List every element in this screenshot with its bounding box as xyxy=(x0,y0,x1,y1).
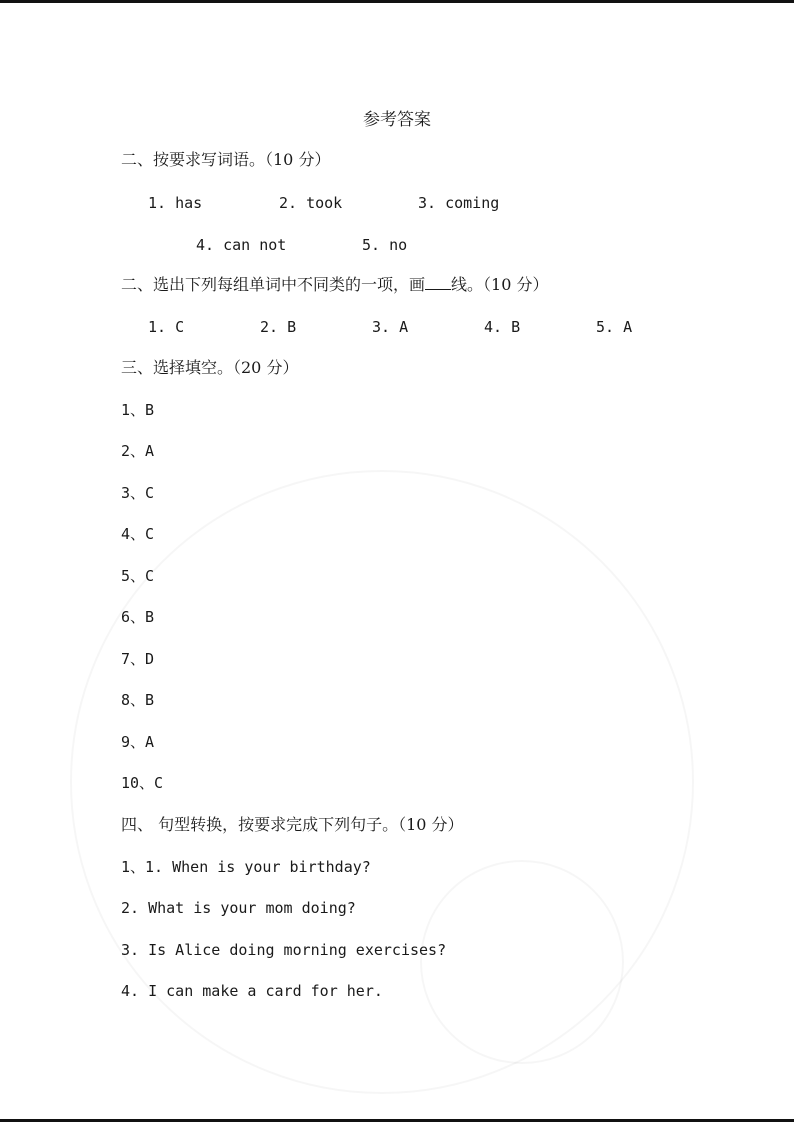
section-heading-sentence-transform: 四、 句型转换，按要求完成下列句子。（10 分） xyxy=(121,815,464,834)
answer-item: 2、A xyxy=(121,442,155,460)
answer-item: 8、B xyxy=(121,691,155,709)
answer-item: 5. A xyxy=(596,318,633,336)
answer-item: 5. no xyxy=(362,236,408,254)
answer-item: 1、B xyxy=(121,401,155,419)
answer-item: 10、C xyxy=(121,774,164,792)
answer-item: 4. can not xyxy=(196,236,287,254)
answer-sentence: 2. What is your mom doing? xyxy=(121,899,356,917)
answer-item: 3. coming xyxy=(418,194,500,212)
heading-prefix: 二、选出下列每组单词中不同类的一项，画 xyxy=(121,275,426,294)
answer-item: 2. took xyxy=(279,194,343,212)
answer-item: 1. C xyxy=(148,318,185,336)
answer-sentence: 1、1. When is your birthday? xyxy=(121,858,371,876)
answer-item: 4、C xyxy=(121,525,155,543)
page-title: 参考答案 xyxy=(363,110,431,130)
heading-suffix: 线。（10 分） xyxy=(451,275,549,294)
answer-item: 6、B xyxy=(121,608,155,626)
answer-item: 9、A xyxy=(121,733,155,751)
answer-item: 4. B xyxy=(484,318,521,336)
bottom-border xyxy=(0,1119,794,1122)
top-border xyxy=(0,0,794,3)
answer-item: 1. has xyxy=(148,194,203,212)
answer-item: 7、D xyxy=(121,650,155,668)
answer-item: 2. B xyxy=(260,318,297,336)
answer-sentence: 4. I can make a card for her. xyxy=(121,982,383,1000)
answer-item: 3. A xyxy=(372,318,409,336)
answer-sentence: 3. Is Alice doing morning exercises? xyxy=(121,941,447,959)
answer-item: 3、C xyxy=(121,484,155,502)
section-heading-words: 二、按要求写词语。（10 分） xyxy=(121,150,331,169)
underline-blank xyxy=(425,275,451,290)
section-heading-multiple-choice: 三、选择填空。（20 分） xyxy=(121,358,299,377)
answer-item: 5、C xyxy=(121,567,155,585)
section-heading-odd-one-out xyxy=(121,275,548,295)
watermark-ring xyxy=(420,860,624,1064)
